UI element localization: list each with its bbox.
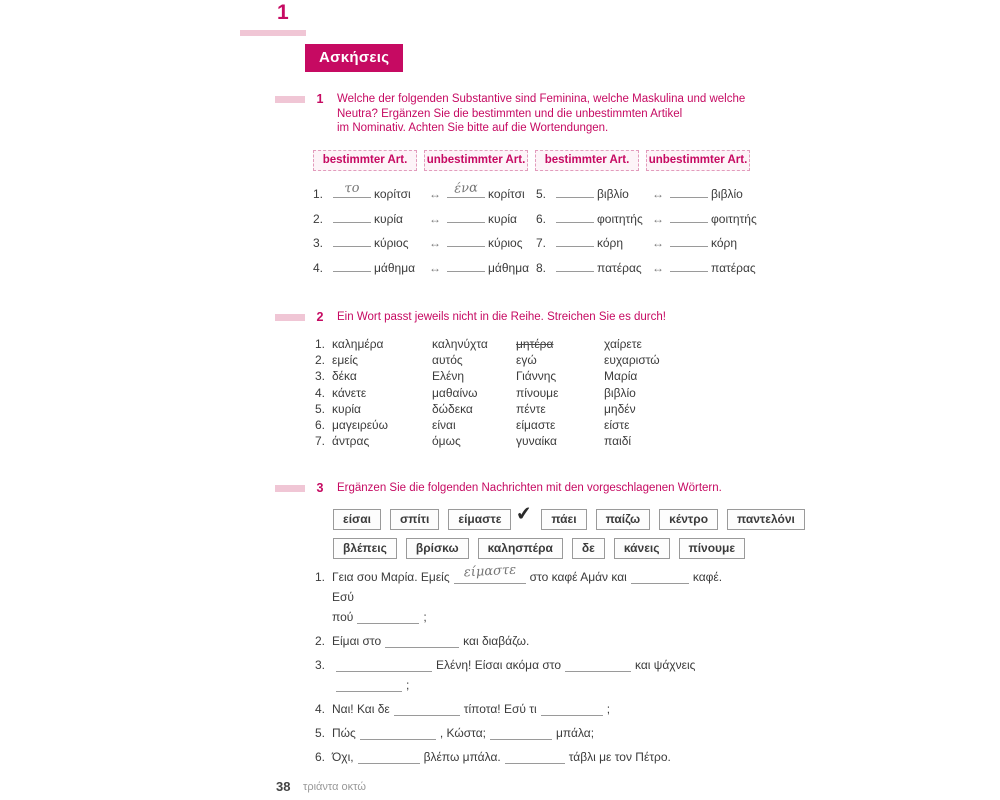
fill-in-blank <box>556 184 594 198</box>
sentence-item <box>315 699 762 719</box>
fill-in-blank <box>394 702 460 716</box>
word-bank-item: δε <box>572 538 605 559</box>
noun-indefinite: βιβλίο <box>711 187 743 201</box>
fill-in-blank <box>333 258 371 272</box>
series-word: δέκα <box>332 369 357 384</box>
left-right-arrow-icon: ↔ <box>652 236 664 250</box>
left-right-arrow-icon: ↔ <box>429 236 441 250</box>
item-number: 6. <box>315 418 326 433</box>
article-type-header: unbestimmter Art. <box>646 150 750 171</box>
article-item-row <box>536 184 759 209</box>
sentence-text <box>332 562 762 627</box>
fill-in-blank <box>336 678 402 692</box>
series-word: είναι <box>432 418 456 433</box>
word-bank-item: βρίσκω <box>406 538 469 559</box>
sentence-fragment: Πώς <box>332 726 356 740</box>
noun-indefinite: κορίτσι <box>488 187 525 201</box>
article-item-row <box>313 209 536 234</box>
fill-in-blank <box>447 180 485 198</box>
sentence-item <box>315 655 762 695</box>
sentence-text <box>332 631 762 651</box>
sentence-fragment: Είμαι στο <box>332 634 382 648</box>
page-number: 38 <box>276 779 291 794</box>
exercise-2-number: 2 <box>316 310 324 324</box>
instruction-line: im Nominativ. Achten Sie bitte auf die Wortendungen. <box>337 122 609 134</box>
series-word: μηδέν <box>604 401 636 416</box>
fill-in-blank <box>631 570 689 584</box>
checkmark-icon: ✔ <box>515 503 534 526</box>
article-type-header: unbestimmter Art. <box>424 150 528 171</box>
item-number: 6. <box>536 211 547 226</box>
series-word: εγώ <box>516 353 537 368</box>
exercise-3-instruction: Ergänzen Sie die folgenden Nachrichten mit den vorgeschlagenen Wörtern. <box>337 482 722 494</box>
series-word: μητέρα <box>516 337 554 351</box>
noun-definite: κόρη <box>597 236 624 250</box>
word-bank-item: παντελόνι <box>727 509 805 530</box>
series-word: Γιάννης <box>516 369 557 384</box>
word-bank-item: πάει <box>541 509 586 530</box>
items-right-column <box>536 184 759 282</box>
article-item-row <box>536 209 759 234</box>
series-word: όμως <box>432 434 461 449</box>
series-word: αυτός <box>432 353 463 368</box>
series-word: δώδεκα <box>432 401 473 416</box>
exercise-1-header <box>275 92 745 136</box>
sentence-fragment: Ελένη! Είσαι ακόμα στο <box>436 658 562 672</box>
item-number: 4. <box>315 702 326 716</box>
word-series-row <box>315 352 660 368</box>
word-bank-item: βλέπεις <box>333 538 397 559</box>
word-bank-item: σπίτι <box>390 509 439 530</box>
sentence-fragment: πού <box>332 610 354 624</box>
left-right-arrow-icon: ↔ <box>429 187 441 201</box>
sentence-item <box>315 723 762 743</box>
fill-in-blank <box>565 658 631 672</box>
fill-in-blank <box>670 209 708 223</box>
sentence-list <box>315 562 762 771</box>
sentence-fragment: Ναι! Και δε <box>332 702 390 716</box>
sentence-fragment: και ψάχνεις <box>635 658 696 672</box>
sentence-fragment: στο καφέ Αμάν και <box>529 570 627 584</box>
item-number: 4. <box>315 385 326 400</box>
sentence-text <box>332 723 762 743</box>
word-bank-item: είσαι <box>333 509 381 530</box>
items-left-column <box>313 180 536 282</box>
handwritten-answer: είμαστε <box>463 562 517 581</box>
exercise-3-header <box>275 481 722 496</box>
word-bank-item: κέντρο <box>659 509 718 530</box>
item-number: 7. <box>315 434 326 449</box>
left-right-arrow-icon: ↔ <box>652 260 664 275</box>
exercise-1-instruction <box>337 92 745 136</box>
item-number: 5. <box>536 187 547 201</box>
fill-in-blank <box>358 750 420 764</box>
item-number: 2. <box>315 353 326 368</box>
handwritten-answer: το <box>344 180 360 197</box>
item-number: 3. <box>315 658 326 672</box>
sentence-text <box>332 655 762 695</box>
sentence-fragment: μπάλα; <box>555 726 595 740</box>
item-number: 6. <box>315 750 326 764</box>
article-items-grid <box>313 180 759 282</box>
series-word: μαγειρεύω <box>332 418 388 433</box>
item-number: 3. <box>313 236 324 250</box>
sentence-fragment: Όχι, <box>332 750 354 764</box>
word-bank-row <box>333 538 805 559</box>
noun-indefinite: κύριος <box>488 236 523 250</box>
fill-in-blank <box>490 726 552 740</box>
item-number: 3. <box>315 369 326 384</box>
article-type-header: bestimmter Art. <box>313 150 417 171</box>
fill-in-blank <box>333 233 371 247</box>
fill-in-blank <box>556 258 594 272</box>
series-word: είστε <box>604 418 630 433</box>
series-word: γυναίκα <box>516 434 557 449</box>
item-number: 1. <box>315 337 326 351</box>
word-series-row <box>315 385 660 401</box>
noun-definite: κυρία <box>374 211 403 226</box>
noun-definite: φοιτητής <box>597 211 643 226</box>
item-number: 2. <box>313 211 324 226</box>
series-word: κάνετε <box>332 385 367 400</box>
article-type-header: bestimmter Art. <box>535 150 639 171</box>
series-word: βιβλίο <box>604 385 636 400</box>
article-item-row <box>313 180 536 209</box>
fill-in-blank <box>447 209 485 223</box>
noun-indefinite: κυρία <box>488 211 517 226</box>
fill-in-blank <box>357 610 419 624</box>
word-series-list <box>315 336 660 449</box>
chapter-number: 1 <box>277 1 289 24</box>
fill-in-blank <box>670 258 708 272</box>
left-right-arrow-icon: ↔ <box>429 211 441 226</box>
exercise-marker-bar <box>275 485 305 492</box>
series-word: παιδί <box>604 434 632 449</box>
sentence-fragment: ; <box>423 610 427 624</box>
sentence-fragment: και διαβάζω. <box>463 634 530 648</box>
instruction-line: Neutra? Ergänzen Sie die bestimmten und die unbestimmten Artikel <box>337 107 683 120</box>
fill-in-blank <box>541 702 603 716</box>
word-series-row <box>315 368 660 384</box>
series-word: Μαρία <box>604 369 638 384</box>
article-item-row <box>313 258 536 283</box>
word-bank-item: είμαστε <box>448 509 511 530</box>
series-word: μαθαίνω <box>432 385 478 400</box>
series-word: είμαστε <box>516 418 556 433</box>
fill-in-blank <box>556 209 594 223</box>
series-word: χαίρετε <box>604 337 642 351</box>
series-word: καληνύχτα <box>432 337 488 351</box>
sentence-fragment: τίποτα! Εσύ τι <box>463 702 537 716</box>
noun-definite: μάθημα <box>374 260 416 275</box>
word-series-row <box>315 336 660 352</box>
fill-in-blank <box>670 184 708 198</box>
handwritten-answer: ένα <box>453 180 479 197</box>
sentence-item <box>315 747 762 767</box>
sentence-fragment: ; <box>406 678 410 692</box>
noun-definite: κύριος <box>374 236 409 250</box>
sentence-item <box>315 562 762 627</box>
fill-in-blank <box>447 233 485 247</box>
series-word: άντρας <box>332 434 370 449</box>
exercise-3-number: 3 <box>316 481 324 495</box>
fill-in-blank <box>336 658 432 672</box>
item-number: 5. <box>315 726 326 740</box>
item-number: 2. <box>315 634 326 648</box>
chapter-divider-bar <box>240 30 306 36</box>
fill-in-blank <box>454 562 526 584</box>
exercise-marker-bar <box>275 314 305 321</box>
fill-in-blank <box>505 750 565 764</box>
series-word: καλημέρα <box>332 337 384 351</box>
word-bank-row <box>333 503 805 531</box>
sentence-fragment: ; <box>606 702 611 716</box>
noun-indefinite: μάθημα <box>488 260 530 275</box>
word-bank-item: κάνεις <box>614 538 670 559</box>
item-number: 7. <box>536 236 547 250</box>
item-number: 1. <box>315 570 326 584</box>
instruction-line: Welche der folgenden Substantive sind Feminina, welche Maskulina und welche <box>337 93 746 105</box>
noun-indefinite: πατέρας <box>711 260 756 275</box>
sentence-fragment: , Κώστα; <box>439 726 486 740</box>
sentence-fragment: καφέ. <box>692 570 723 584</box>
sentence-text <box>332 747 762 767</box>
item-number: 8. <box>536 260 547 275</box>
article-item-row <box>313 233 536 258</box>
series-word: κυρία <box>332 401 361 416</box>
fill-in-blank <box>333 180 371 198</box>
noun-definite: πατέρας <box>597 260 642 275</box>
sentence-fragment: βλέπω μπάλα. <box>423 750 501 764</box>
noun-indefinite: κόρη <box>711 236 738 250</box>
exercise-2-header <box>275 310 666 325</box>
sentence-item <box>315 631 762 651</box>
word-series-row <box>315 433 660 449</box>
sentence-text <box>332 699 762 719</box>
series-word: πίνουμε <box>516 385 559 400</box>
exercise-1-number: 1 <box>316 92 324 106</box>
exercise-2-instruction: Ein Wort passt jeweils nicht in die Reihe. Streichen Sie es durch! <box>337 311 666 323</box>
article-item-row <box>536 258 759 283</box>
series-word: Ελένη <box>432 369 465 384</box>
article-item-row <box>536 233 759 258</box>
sentence-fragment: τάβλι με τον Πέτρο. <box>568 750 671 764</box>
word-bank <box>333 503 805 566</box>
noun-definite: κορίτσι <box>374 187 411 201</box>
section-title: Ασκήσεις <box>305 44 403 72</box>
left-right-arrow-icon: ↔ <box>652 211 664 226</box>
article-column-headers <box>313 150 750 171</box>
series-word: εμείς <box>332 353 359 368</box>
fill-in-blank <box>447 258 485 272</box>
fill-in-blank <box>556 233 594 247</box>
word-series-row <box>315 401 660 417</box>
fill-in-blank <box>333 209 371 223</box>
noun-definite: βιβλίο <box>597 187 629 201</box>
fill-in-blank <box>385 634 459 648</box>
series-word: πέντε <box>516 401 546 416</box>
series-word: ευχαριστώ <box>604 353 660 368</box>
fill-in-blank <box>360 726 436 740</box>
sentence-fragment: Γεια σου Μαρία. Εμείς <box>332 570 450 584</box>
noun-indefinite: φοιτητής <box>711 211 757 226</box>
left-right-arrow-icon: ↔ <box>652 187 664 201</box>
item-number: 4. <box>313 260 324 275</box>
exercise-marker-bar <box>275 96 305 103</box>
left-right-arrow-icon: ↔ <box>429 260 441 275</box>
item-number: 1. <box>313 187 324 201</box>
sentence-fragment: Εσύ <box>332 590 354 604</box>
word-series-row <box>315 417 660 433</box>
fill-in-blank <box>670 233 708 247</box>
word-bank-item: καλησπέρα <box>478 538 563 559</box>
page-number-words: τριάντα οκτώ <box>303 781 366 793</box>
item-number: 5. <box>315 401 326 416</box>
word-bank-item: πίνουμε <box>679 538 746 559</box>
word-bank-item: παίζω <box>596 509 651 530</box>
